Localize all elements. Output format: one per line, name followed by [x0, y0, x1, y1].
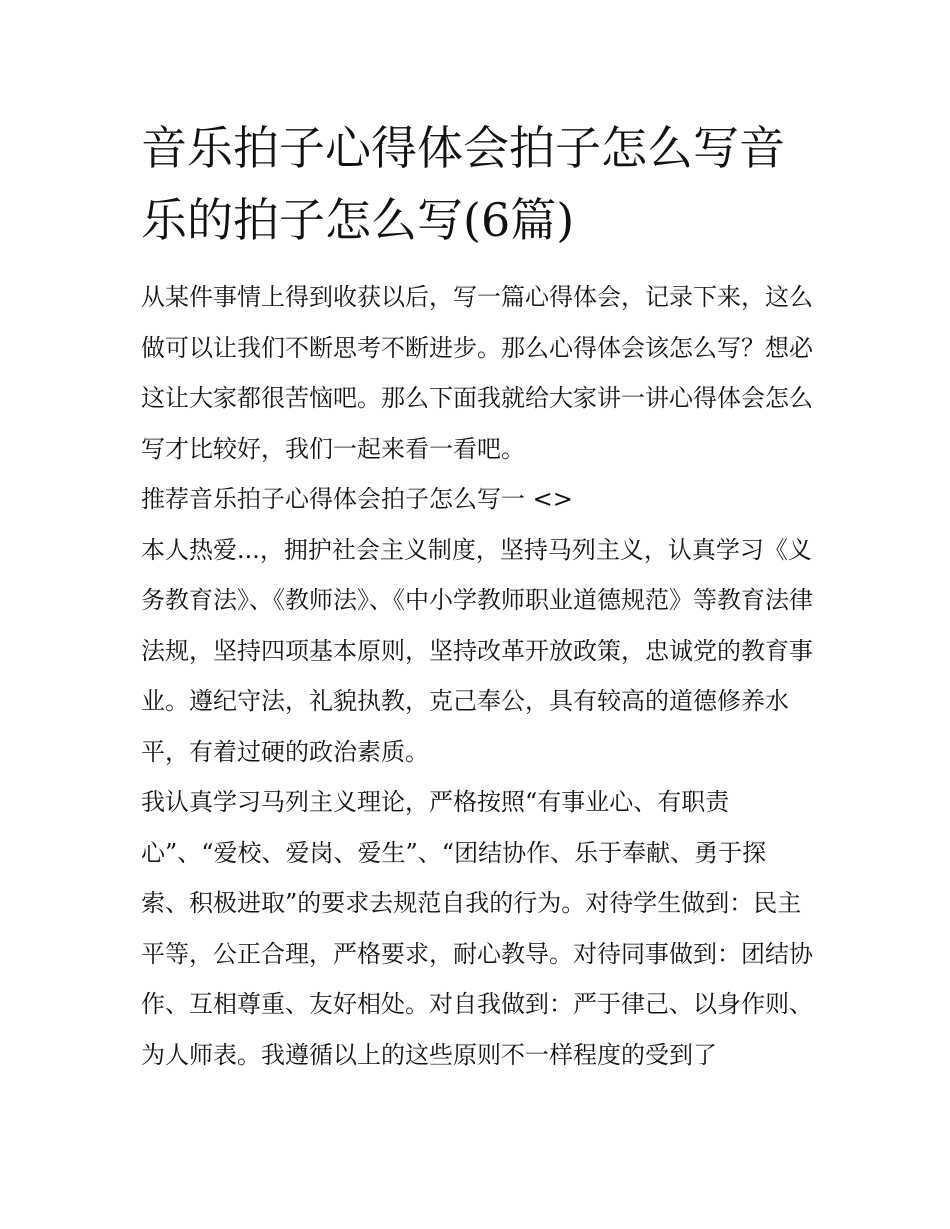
- paragraph-intro: 从某件事情上得到收获以后，写一篇心得体会，记录下来，这么做可以让我们不断思考不断进步。那么心得体会该怎么写？想必这让大家都很苦恼吧。那么下面我就给大家讲一讲心得体会怎么写才比较好，我们一起来看一看吧。: [141, 283, 813, 463]
- paragraph-section-heading: 推荐音乐拍子心得体会拍子怎么写一 <>: [141, 485, 573, 513]
- document-body: [141, 112, 813, 1080]
- document-title: 音乐拍子心得体会拍子怎么写音乐的拍子怎么写(6篇): [141, 121, 785, 247]
- paragraph-body-2: 我认真学习马列主义理论，严格按照“有事业心、有职责心”、“爱校、爱岗、爱生”、“团结协作、乐于奉献、勇于探索、积极进取”的要求去规范自我的行为。对待学生做到：民主平等，公正合理，严格要求，耐心教导。对待同事做到：团结协作、互相尊重、友好相处。对自我做到：严于律己、以身作则、为人师表。我遵循以上的这些原则不一样程度的受到了: [141, 788, 813, 1069]
- paragraph-body-1: 本人热爱...，拥护社会主义制度，坚持马列主义，认真学习《义务教育法》、《教师法》、《中小学教师职业道德规范》等教育法律法规，坚持四项基本原则，坚持改革开放政策，忠诚党的教育事业。遵纪守法，礼貌执教，克己奉公，具有较高的道德修养水平，有着过硬的政治素质。: [141, 535, 813, 766]
